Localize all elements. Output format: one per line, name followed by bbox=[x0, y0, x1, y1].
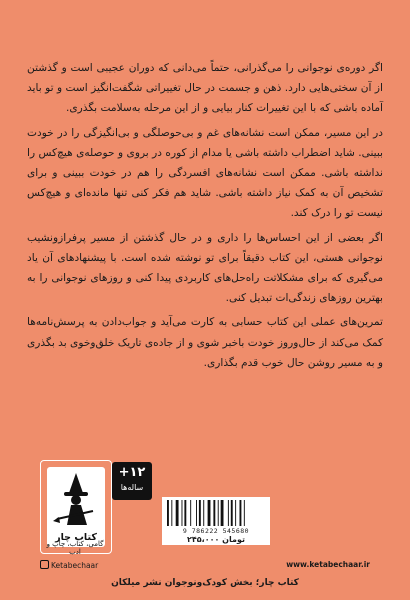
barcode-bar bbox=[167, 500, 169, 526]
blurb-paragraph-3: اگر بعضی از این احساس‌ها را داری و در حال گذشتن از مسیر پرفرازونشیب نوجوانی هستی، این کتاب دقیقاً برای تو نوشته شده است. با پیشنهادهای آن یاد می‌گیری که برای مشکلاتت راه‌حل‌های کاربردی پیدا کنی و روزهای نوجوانی را به بهترین روزهای زندگی‌ات تبدیل کنی. bbox=[27, 231, 383, 305]
barcode bbox=[162, 497, 270, 545]
blurb-paragraph-1: اگر دوره‌ی نوجوانی را می‌گذرانی، حتماً می‌دانی که دوران عجیبی است و گذشتن از آن سختی‌هایی دارد. ذهن و جسمت در حال تغییراتی شگفت‌انگیز است و تو باید آماده باشی که با این تغییرات کنار بیایی و از این مرحله به‌سلامت بگذری. bbox=[27, 62, 383, 115]
barcode-bar bbox=[171, 500, 172, 526]
logo-tagline: گامی، کتاب، چاپ و ادب bbox=[46, 540, 104, 556]
barcode-bar bbox=[176, 500, 179, 526]
barcode-bar bbox=[184, 500, 186, 526]
publisher-line: کتاب چار؛ بخش کودک‌ونوجوان نشر میلکان bbox=[111, 578, 299, 588]
social-links bbox=[40, 560, 370, 572]
blurb-paragraph-2: در این مسیر، ممکن است نشانه‌های غم و بی‌حوصلگی و بی‌انگیزگی را در خودت ببینی. شاید اضطراب داشته باشی یا مدام از کوره در بروی و حوصله‌ی هیچ‌کس را نداشته باشی. ممکن است نشانه‌های افسردگی را هم در خودت ببینی و برای تشخیص آن به کمک نیاز داشته باشی. شاید هم فکر کنی تنها مانده‌ای و هیچ‌کس نیست تو را درک کند. bbox=[27, 126, 383, 220]
barcode-bar bbox=[182, 500, 183, 526]
barcode-bar bbox=[244, 500, 245, 526]
barcode-bar bbox=[240, 500, 242, 526]
back-cover-blurb bbox=[27, 58, 383, 377]
blurb-paragraph-4: تمرین‌های عملی این کتاب حسابی به کارت می‌آید و جواب‌دادن به پرسش‌نامه‌ها کمک می‌کند از حال‌وروز خودت باخبر شوی و از جاده‌ی تاریک خلق‌وخوی بد بگذری و به مسیر روشن حال خوب قدم بگذاری. bbox=[27, 316, 383, 369]
age-label: ساله‌ها bbox=[120, 483, 144, 492]
barcode-bar bbox=[196, 500, 197, 526]
age-number: +۱۲ bbox=[118, 465, 146, 480]
logo-inner bbox=[47, 467, 105, 547]
barcode-bar bbox=[208, 500, 211, 526]
instagram-icon bbox=[40, 560, 49, 569]
age-badge bbox=[112, 462, 152, 500]
instagram-text: Ketabechaar bbox=[51, 561, 99, 570]
barcode-bar bbox=[221, 500, 224, 526]
barcode-bar bbox=[190, 500, 191, 526]
barcode-bar bbox=[213, 500, 215, 526]
barcode-bar bbox=[231, 500, 233, 526]
logo-name: کتاب چار bbox=[55, 532, 97, 543]
instagram-handle[interactable] bbox=[40, 560, 98, 570]
barcode-bar bbox=[228, 500, 229, 526]
barcode-bar bbox=[199, 500, 201, 526]
barcode-bar bbox=[218, 500, 219, 526]
website-link[interactable]: www.ketabechaar.ir bbox=[286, 560, 370, 569]
barcode-bar bbox=[235, 500, 236, 526]
barcode-bars-icon bbox=[167, 500, 265, 526]
isbn-number: 9 786222 545680 bbox=[182, 527, 250, 535]
price: ۲۴۵،۰۰۰ تومان bbox=[187, 535, 245, 544]
barcode-bar bbox=[203, 500, 204, 526]
